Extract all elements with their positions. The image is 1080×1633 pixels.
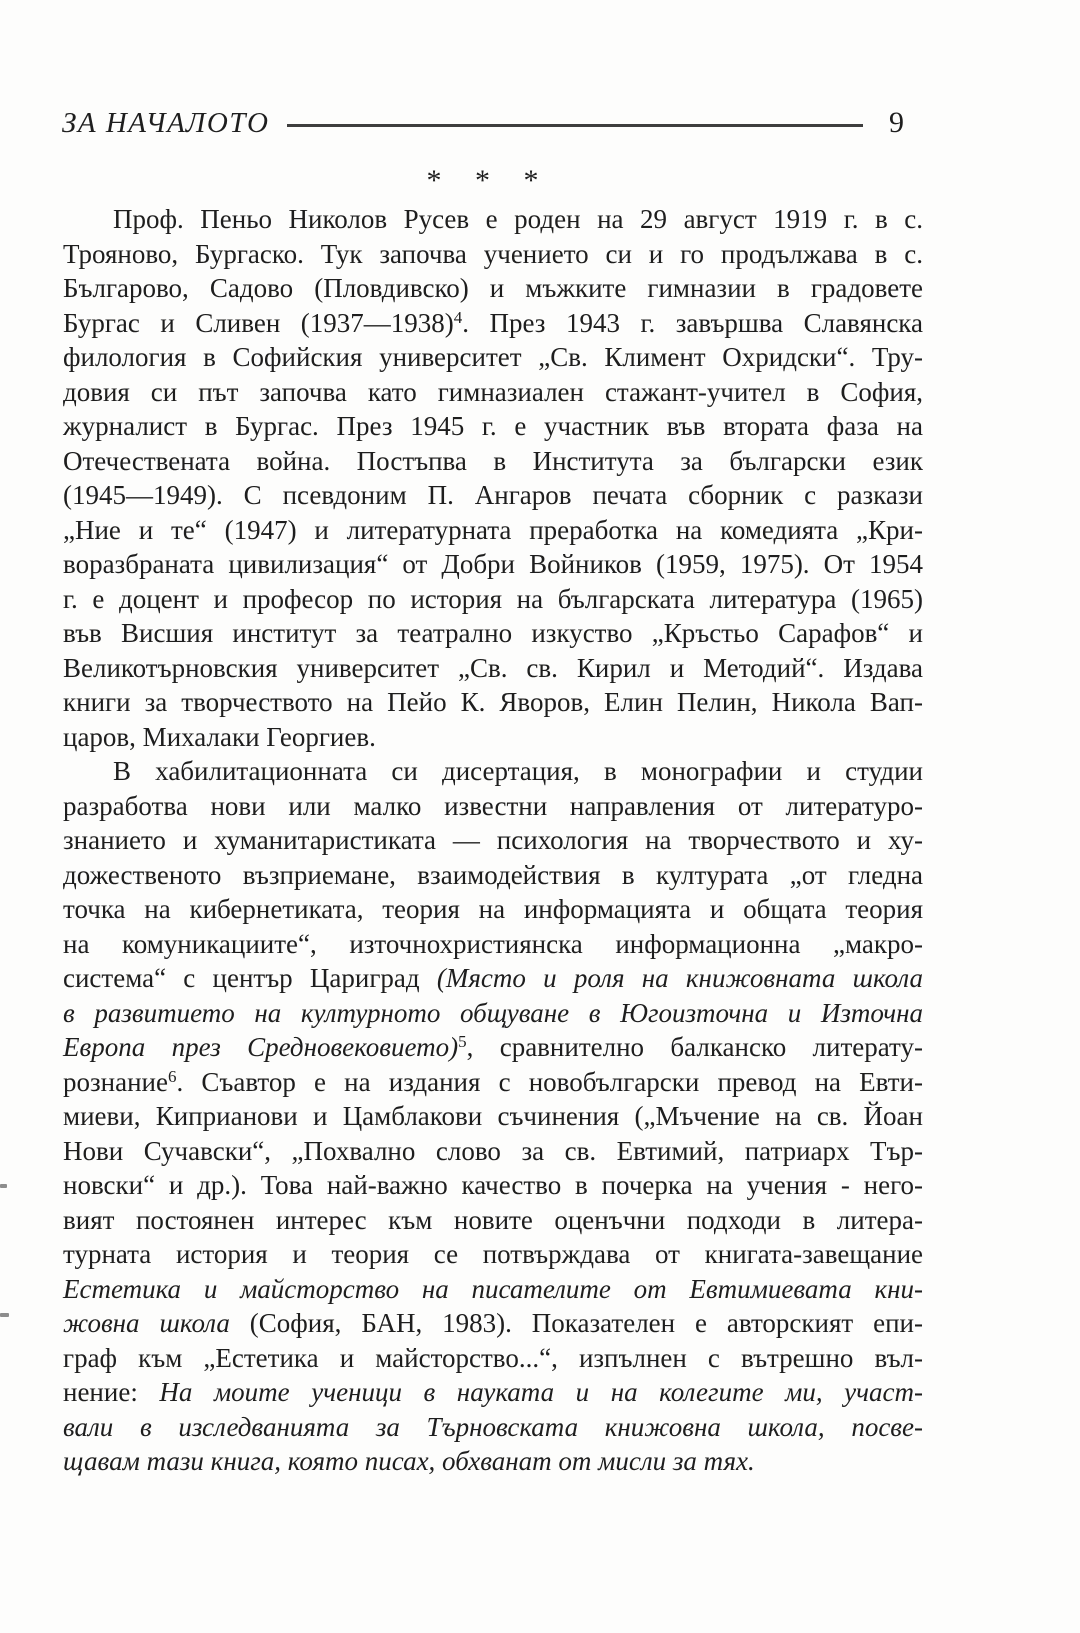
text-line — [63, 892, 923, 927]
text-segment: Бургас и Сливен (1937—1938) — [63, 307, 454, 338]
text-segment: На моите ученици в науката и на колегите ми, участ- — [159, 1377, 923, 1407]
text-segment: във Висшия институт за театрално изкуство „Кръстьо Сарафов“ и — [63, 618, 923, 648]
text-line — [63, 1306, 923, 1341]
text-segment: вали в изследванията за Търновската книжовна школа, посве- — [63, 1411, 923, 1442]
text-line — [63, 961, 923, 996]
text-line — [63, 1272, 923, 1307]
text-body — [63, 202, 923, 1479]
text-segment: (Място и роля на книжовната школа — [436, 963, 923, 993]
page-number: 9 — [889, 106, 904, 139]
text-segment: (София, БАН, 1983). Показателен е авторският епи- — [229, 1308, 923, 1338]
text-line — [63, 478, 923, 513]
text-line — [63, 996, 923, 1031]
text-line — [63, 1134, 923, 1169]
footnote-marker: 5 — [458, 1032, 467, 1051]
text-line — [63, 616, 923, 651]
footnote-marker: 6 — [167, 1066, 177, 1086]
text-line — [63, 1410, 923, 1445]
text-segment: царов, Михалаки Георгиев. — [63, 721, 376, 752]
section-separator: * * * — [426, 164, 540, 197]
text-segment: В хабилитационната си дисертация, в монографии и студии — [113, 756, 923, 786]
text-line — [63, 513, 923, 548]
text-segment: система“ с център Цариград — [63, 963, 437, 993]
text-segment: Българово, Садово (Пловдивско) и мъжките гимназии в градовете — [63, 273, 923, 303]
text-line — [63, 1168, 923, 1203]
text-segment: воразбраната цивилизация“ от Добри Войников (1959, 1975). От 1954 — [63, 549, 923, 579]
text-segment: журналист в Бургас. През 1945 г. е участник във втората фаза на — [63, 411, 923, 441]
text-line — [63, 1375, 923, 1410]
text-line — [63, 651, 923, 686]
text-line — [63, 823, 923, 858]
text-segment: Отечествената война. Постъпва в Института за български език — [63, 445, 923, 476]
text-segment: Нови Сучавски“, „Похвално слово за св. Евтимий, патриарх Тър- — [63, 1135, 923, 1166]
text-segment: Трояново, Бургаско. Тук започва учението си и го продължава в с. — [63, 238, 923, 269]
text-line — [63, 685, 923, 720]
text-segment: турната история и теория се потвърждава от книгата-завещание — [63, 1239, 923, 1269]
text-segment: , сравнително балканско литерату- — [466, 1032, 923, 1062]
text-line — [63, 444, 923, 479]
chapter-title: ЗА НАЧАЛОТО — [62, 106, 270, 139]
text-segment: Проф. Пеньо Николов Русев е роден на 29 август 1919 г. в с. — [113, 204, 923, 234]
text-segment: . През 1943 г. завършва Славянска — [462, 307, 923, 338]
text-segment: разработва нови или малко известни направления от литературо- — [63, 790, 923, 821]
text-segment: дожественото възприемане, взаимодействия в културата „от гледна — [63, 859, 923, 890]
text-segment: граф към „Естетика и майсторство...“, изпълнен с вътрешно въл- — [63, 1342, 923, 1373]
text-segment: филология в Софийския университет „Св. Климент Охридски“. Тру- — [63, 342, 923, 372]
text-line — [63, 1444, 923, 1479]
text-line — [63, 858, 923, 893]
text-line — [63, 720, 923, 755]
text-segment: жовна школа — [63, 1308, 230, 1338]
text-line — [63, 1030, 923, 1065]
text-segment: миеви, Киприанови и Цамблакови съчинения („Мъчение на св. Йоан — [63, 1101, 923, 1131]
text-segment: точка на кибернетиката, теория на информацията и общата теория — [63, 894, 923, 924]
text-line — [63, 271, 923, 306]
text-line — [63, 202, 923, 237]
text-line — [63, 375, 923, 410]
text-line — [63, 1341, 923, 1376]
text-segment: книги за творчеството на Пейо К. Яворов, Елин Пелин, Никола Вап- — [63, 687, 923, 717]
text-line — [63, 789, 923, 824]
text-segment: в развитието на културното общуване в Югоизточна и Източна — [63, 997, 923, 1028]
text-line — [63, 1237, 923, 1272]
paragraph — [63, 202, 923, 754]
text-segment: щавам тази книга, която писах, обхванат от мисли за тях. — [63, 1446, 755, 1476]
text-segment: новски“ и др.). Това най-важно качество в почерка на учения - него- — [63, 1170, 923, 1200]
paragraph — [63, 754, 923, 1479]
text-segment: довия си път започва като гимназиален стажант-учител в София, — [63, 376, 923, 407]
text-segment: г. е доцент и професор по история на българската литература (1965) — [63, 583, 923, 614]
text-line — [63, 1203, 923, 1238]
text-line — [63, 237, 923, 272]
text-line — [63, 409, 923, 444]
text-segment: вият постоянен интерес към новите оценъчни подходи в литера- — [63, 1204, 923, 1235]
text-segment: знанието и хуманитаристиката — психология на творчеството и ху- — [63, 825, 923, 855]
scan-artifact — [0, 1313, 9, 1317]
footnote-marker: 4 — [453, 307, 463, 327]
text-line — [63, 754, 923, 789]
text-line — [63, 340, 923, 375]
text-line — [63, 547, 923, 582]
text-line — [63, 927, 923, 962]
text-segment: Европа през Средновековието) — [63, 1032, 459, 1062]
text-segment: рознание — [63, 1066, 168, 1097]
text-segment: нение: — [63, 1377, 160, 1407]
text-segment: „Ние и те“ (1947) и литературната преработка на комедията „Кри- — [63, 514, 923, 545]
text-line — [63, 1099, 923, 1134]
text-line — [63, 306, 923, 341]
header-rule — [287, 124, 863, 127]
text-line — [63, 582, 923, 617]
text-segment: Великотърновския университет „Св. св. Кирил и Методий“. Издава — [63, 652, 923, 683]
text-segment: . Съавтор е на издания с новобългарски превод на Евти- — [176, 1066, 923, 1097]
text-segment: на комуникациите“, източнохристиянска информационна „макро- — [63, 928, 923, 959]
scan-artifact — [0, 1184, 7, 1188]
running-header — [62, 106, 904, 140]
text-segment: Естетика и майсторство на писателите от Евтимиевата кни- — [63, 1273, 923, 1304]
text-line — [63, 1065, 923, 1100]
text-segment: (1945—1949). С псевдоним П. Ангаров печата сборник с разкази — [63, 480, 923, 510]
